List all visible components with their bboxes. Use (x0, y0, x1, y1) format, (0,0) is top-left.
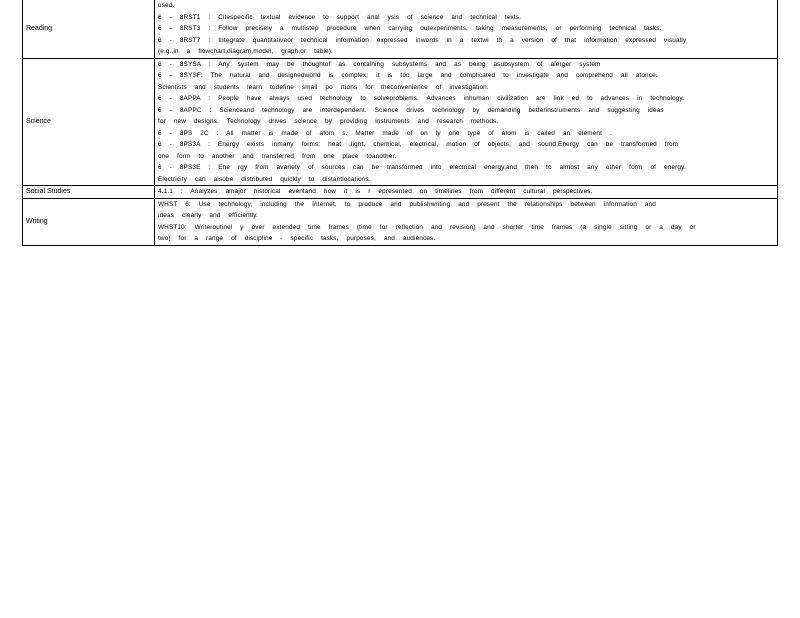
standard-line: ideas clearly and efficiently. (158, 212, 259, 219)
standard-line: 6 - 8RST7 : Integrate quantitativeor technical information expressed inwords in a textwi th a version of that information expressed visually (158, 36, 687, 44)
standard-line: used. (158, 2, 175, 9)
standards-cell (155, 58, 778, 186)
standard-line: 6 - 8APPC : Scienceand technology are interdependent. Science drives technology by demanding betterinstruments and suggesting ideas (158, 106, 664, 114)
table-row (23, 186, 778, 199)
subject-cell (23, 198, 155, 245)
standard-line: (e.g.,in a flowchart,diagram,model, graph,or table). (158, 48, 333, 55)
standard-line: two) for a range of discipline - specific tasks, purposes, and audiences. (158, 235, 436, 242)
standard-line: one form to another and transferred from one place toanother. (158, 152, 397, 160)
standard-line: 6 - 8PS 2C : All matter is made of atom s. Matter made of on ly one type of atom is called an element . (158, 129, 612, 137)
subject-cell (23, 0, 155, 58)
subject-label: Science (26, 118, 51, 126)
standard-line: WHST10: Writeroutinel y over extended time frames (time for reflection and revision) and shorter time frames (a single sitting or a day or (158, 223, 696, 231)
standard-line: for new designs. Technology drives science by providing instruments and research methods. (158, 118, 499, 125)
standard-line: 6 - 8RST3 : Follow precisely a multistep procedure when carrying outexperiments, taking measurements, or performing technical tasks. (158, 25, 662, 32)
standards-cell (155, 198, 778, 245)
standard-line: Scientists and students learn todefine small po rtions for theconvenience of investigation. (158, 83, 489, 91)
standard-line: 6 - 8SYSA : Any system may be thoughtof as containing subsystems and as being asubsystem of alerger system (158, 60, 601, 68)
standard-line: Electricity can alsobe distributed quickly to distantlocations. (158, 175, 371, 183)
standards-cell (155, 0, 778, 58)
subject-label: Social Studies (26, 188, 71, 196)
table-row (23, 198, 778, 245)
standard-line: 6 - 8SYSF: The natural and designedworld is complex; it is too large and complicated to investigate and comprehend all atonce. (158, 72, 658, 79)
standard-line: 6 - 8RST1 : Citespecific textual evidence to support anal ysis of science and technical texts. (158, 13, 522, 21)
standard-line: 6 - 8APPA : People have always used technology to solveproblems. Advances inhuman civilization are link ed to advances in technology. (158, 95, 685, 102)
table-row (23, 0, 778, 58)
standards-table (22, 0, 778, 246)
subject-label: Writing (26, 218, 48, 225)
standard-line: 4.1.1 : Analyzes amajor historical eventand how it is r epresented on timelines from different cultural perspectives. (158, 188, 593, 195)
subject-cell (23, 58, 155, 186)
subject-cell (23, 186, 155, 199)
table-row (23, 58, 778, 186)
standard-line: 6 - 8PS3A : Energy exists inmany forms: heat ,light, chemical, electrical, motion of objects, and sound.Energy can be transformed from (158, 141, 679, 148)
standard-line: 6 - 8PS3E : Ene rgy from avariety of sources can be transformed into electrical energy,and then to almost any other form of energy. (158, 164, 686, 171)
subject-label: Reading (26, 25, 53, 33)
standard-line: WHST 6: Use technology, including the Internet, to produce and publishwriting and present the relationships between information and (158, 200, 656, 208)
standards-cell (155, 186, 778, 199)
